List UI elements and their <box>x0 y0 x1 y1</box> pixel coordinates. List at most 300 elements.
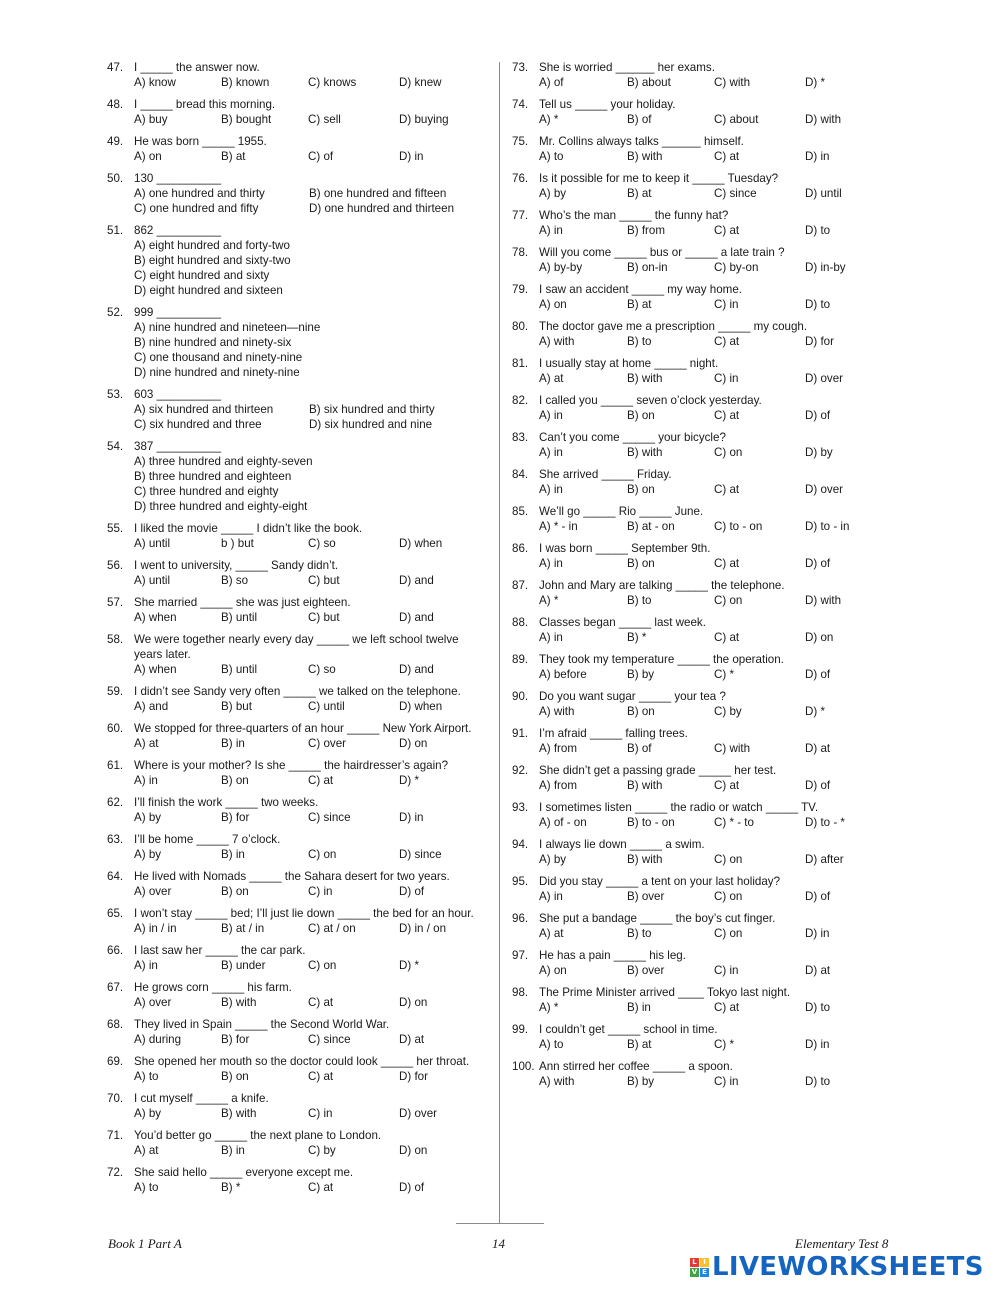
answer-option[interactable]: D) * <box>399 959 419 972</box>
question-69 <box>107 1054 492 1084</box>
answer-option[interactable]: D) until <box>805 187 842 200</box>
question-text: I usually stay at home _____ night. <box>539 357 719 370</box>
answer-option[interactable]: D) and <box>399 663 434 676</box>
answer-option[interactable]: B) with <box>627 372 663 385</box>
answer-option[interactable]: B) at <box>627 1038 652 1051</box>
answer-option[interactable]: B) but <box>221 700 252 713</box>
question-text: I didn’t see Sandy very often _____ we talked on the telephone. <box>134 685 461 698</box>
answer-options <box>107 1069 492 1084</box>
answer-option[interactable]: A) with <box>539 705 575 718</box>
answer-option[interactable]: D) with <box>805 594 842 607</box>
answer-options <box>512 519 872 534</box>
question-number: 56. <box>107 559 124 572</box>
answer-option[interactable]: B) from <box>627 224 666 237</box>
question-number: 50. <box>107 172 124 185</box>
answer-option[interactable]: B) on <box>221 1070 249 1083</box>
question-number: 95. <box>512 875 529 888</box>
answer-option[interactable]: C) at <box>308 774 334 787</box>
answer-option[interactable]: B) six hundred and thirty <box>309 403 435 416</box>
liveworksheets-logo <box>690 1252 984 1282</box>
answer-option[interactable]: C) on <box>714 927 743 940</box>
answer-option[interactable]: C) but <box>308 611 340 624</box>
answer-option[interactable]: C) with <box>714 76 751 89</box>
question-75 <box>512 134 872 164</box>
answer-option[interactable]: D) one hundred and thirteen <box>309 202 455 215</box>
answer-option[interactable]: D) of <box>805 409 831 422</box>
question-98 <box>512 985 872 1015</box>
question-text: He has a pain _____ his leg. <box>539 949 686 962</box>
question-text: I called you _____ seven o’clock yesterday. <box>539 394 762 407</box>
answer-option[interactable]: A) one hundred and thirty <box>134 187 265 200</box>
answer-option[interactable]: b ) but <box>221 537 254 550</box>
answer-option[interactable]: C) on <box>308 959 337 972</box>
answer-option[interactable]: C) at <box>714 150 740 163</box>
answer-option[interactable]: D) when <box>399 537 443 550</box>
answer-option[interactable]: B) until <box>221 663 258 676</box>
answer-option[interactable]: A) in <box>539 890 563 903</box>
answer-option[interactable]: C) at <box>308 1181 334 1194</box>
answer-option[interactable]: D) and <box>399 611 434 624</box>
answer-option[interactable]: A) by <box>134 848 162 861</box>
question-60 <box>107 721 492 751</box>
answer-option[interactable]: C) by-on <box>714 261 759 274</box>
answer-option[interactable]: D) of <box>399 885 425 898</box>
answer-option[interactable]: C) at <box>714 224 740 237</box>
question-63 <box>107 832 492 862</box>
answer-option[interactable]: B) on <box>221 885 249 898</box>
answer-option[interactable]: D) * <box>399 774 419 787</box>
answer-option[interactable]: D) on <box>399 737 428 750</box>
question-text: She arrived _____ Friday. <box>539 468 672 481</box>
answer-option[interactable]: A) over <box>134 996 172 1009</box>
answer-option[interactable]: C) at <box>714 409 740 422</box>
question-number: 82. <box>512 394 529 407</box>
answer-option[interactable]: D) of <box>805 557 831 570</box>
question-76 <box>512 171 872 201</box>
answer-option[interactable]: C) on <box>714 594 743 607</box>
answer-option[interactable]: D) knew <box>399 76 442 89</box>
answer-option[interactable]: A) by-by <box>539 261 583 274</box>
question-text: She didn’t get a passing grade _____ her test. <box>539 764 777 777</box>
answer-option[interactable]: A) until <box>134 537 171 550</box>
answer-option[interactable]: B) to - on <box>627 816 675 829</box>
answer-option[interactable]: D) * <box>805 705 825 718</box>
question-89 <box>512 652 872 682</box>
answer-option[interactable]: A) * - in <box>539 520 578 533</box>
answer-option[interactable]: D) to <box>805 1001 831 1014</box>
answer-option[interactable]: B) over <box>627 964 665 977</box>
answer-options <box>107 417 492 432</box>
answer-option[interactable]: A) on <box>539 298 567 311</box>
answer-option[interactable]: C) since <box>308 811 351 824</box>
question-84 <box>512 467 872 497</box>
answer-option[interactable]: C) at / on <box>308 922 356 935</box>
answer-option[interactable]: C) sell <box>308 113 341 126</box>
answer-option[interactable]: A) by <box>134 1107 162 1120</box>
question-text: The doctor gave me a prescription _____ my cough. <box>539 320 808 333</box>
question-70 <box>107 1091 492 1121</box>
answer-option[interactable]: B) with <box>627 150 663 163</box>
answer-option[interactable]: A) on <box>539 964 567 977</box>
answer-option[interactable]: D) after <box>805 853 844 866</box>
answer-option[interactable]: A) buy <box>134 113 168 126</box>
answer-option[interactable]: A) when <box>134 611 177 624</box>
question-number: 61. <box>107 759 124 772</box>
answer-options <box>512 297 872 312</box>
answer-option[interactable]: C) in <box>308 1107 333 1120</box>
answer-option[interactable]: D) on <box>399 1144 428 1157</box>
answer-option[interactable]: C) with <box>714 742 751 755</box>
answer-options <box>512 852 872 867</box>
answer-option[interactable]: C) at <box>714 557 740 570</box>
answer-option[interactable]: D) of <box>805 668 831 681</box>
answer-option[interactable]: B) on <box>627 409 655 422</box>
answer-option[interactable]: C) knows <box>308 76 357 89</box>
question-number: 67. <box>107 981 124 994</box>
answer-option[interactable]: C) * <box>714 1038 734 1051</box>
answer-option[interactable]: B) with <box>627 446 663 459</box>
answer-option[interactable]: A) and <box>134 700 169 713</box>
answer-option[interactable]: A) during <box>134 1033 182 1046</box>
answer-option[interactable]: B) on <box>627 557 655 570</box>
question-number: 73. <box>512 61 529 74</box>
answer-option[interactable]: C) since <box>308 1033 351 1046</box>
question-text-line: B) nine hundred and ninety-six <box>134 336 292 349</box>
answer-option[interactable]: A) by <box>134 811 162 824</box>
answer-option[interactable]: C) * - to <box>714 816 754 829</box>
answer-option[interactable]: D) with <box>805 113 842 126</box>
liveworksheets-logo-icon <box>690 1258 709 1277</box>
answer-options <box>107 536 492 551</box>
answer-option[interactable]: D) in-by <box>805 261 846 274</box>
answer-option[interactable]: D) and <box>399 574 434 587</box>
answer-option[interactable]: B) until <box>221 611 258 624</box>
answer-option[interactable]: A) when <box>134 663 177 676</box>
answer-option[interactable]: A) in <box>539 409 563 422</box>
answer-option[interactable]: A) on <box>134 150 162 163</box>
question-stem-row <box>107 1091 492 1106</box>
answer-option[interactable]: D) to <box>805 298 831 311</box>
answer-options <box>512 1074 872 1089</box>
answer-option[interactable]: A) to <box>539 150 564 163</box>
answer-option[interactable]: B) to <box>627 927 652 940</box>
answer-option[interactable]: A) over <box>134 885 172 898</box>
answer-option[interactable]: A) * <box>539 1001 559 1014</box>
answer-option[interactable]: A) to <box>134 1181 159 1194</box>
answer-option[interactable]: C) about <box>714 113 759 126</box>
answer-option[interactable]: B) of <box>627 742 652 755</box>
answer-options <box>512 186 872 201</box>
answer-option[interactable]: D) over <box>805 483 844 496</box>
answer-option[interactable]: D) to - * <box>805 816 845 829</box>
question-stem-row <box>107 1165 492 1180</box>
answer-option[interactable]: D) to <box>805 1075 831 1088</box>
answer-option[interactable]: D) on <box>399 996 428 1009</box>
answer-options <box>512 889 872 904</box>
answer-option[interactable]: B) in <box>221 737 245 750</box>
answer-option[interactable]: A) by <box>539 853 567 866</box>
question-number: 68. <box>107 1018 124 1031</box>
answer-option[interactable]: C) at <box>714 483 740 496</box>
answer-option[interactable]: B) known <box>221 76 270 89</box>
answer-option[interactable]: A) at <box>539 372 564 385</box>
question-72 <box>107 1165 492 1195</box>
answer-option[interactable]: D) over <box>805 372 844 385</box>
question-stem-row <box>107 439 492 454</box>
answer-option[interactable]: D) of <box>805 779 831 792</box>
answer-option[interactable]: D) in <box>805 927 830 940</box>
answer-option[interactable]: A) know <box>134 76 176 89</box>
answer-option[interactable]: C) at <box>714 335 740 348</box>
answer-option[interactable]: A) from <box>539 779 578 792</box>
answer-options <box>512 815 872 830</box>
answer-option[interactable]: C) one hundred and fifty <box>134 202 259 215</box>
answer-option[interactable]: D) buying <box>399 113 449 126</box>
answer-option[interactable]: D) at <box>805 964 831 977</box>
answer-option[interactable]: B) with <box>627 853 663 866</box>
answer-option[interactable]: D) when <box>399 700 443 713</box>
answer-option[interactable]: C) at <box>714 631 740 644</box>
answer-option[interactable]: A) in <box>539 446 563 459</box>
question-text: Did you stay _____ a tent on your last holiday? <box>539 875 781 888</box>
answer-options <box>107 573 492 588</box>
answer-option[interactable]: B) on <box>627 483 655 496</box>
answer-option[interactable]: D) on <box>805 631 834 644</box>
question-text: Classes began _____ last week. <box>539 616 706 629</box>
question-99 <box>512 1022 872 1052</box>
answer-options <box>512 704 872 719</box>
answer-option[interactable]: A) in / in <box>134 922 177 935</box>
answer-option[interactable]: B) with <box>221 996 257 1009</box>
question-number: 64. <box>107 870 124 883</box>
answer-option[interactable]: B) to <box>627 594 652 607</box>
answer-option[interactable]: D) * <box>805 76 825 89</box>
answer-option[interactable]: D) of <box>805 890 831 903</box>
answer-option[interactable]: B) at <box>627 298 652 311</box>
answer-option[interactable]: B) over <box>627 890 665 903</box>
answer-option[interactable]: C) since <box>714 187 757 200</box>
answer-option[interactable]: B) with <box>627 779 663 792</box>
answer-option[interactable]: B) bought <box>221 113 272 126</box>
question-82 <box>512 393 872 423</box>
question-text: I won’t stay _____ bed; I’ll just lie down _____ the bed for an hour. <box>134 907 474 920</box>
question-67 <box>107 980 492 1010</box>
answer-option[interactable]: B) in <box>221 848 245 861</box>
answer-option[interactable]: A) * <box>539 594 559 607</box>
answer-option[interactable]: D) of <box>399 1181 425 1194</box>
answer-option[interactable]: C) on <box>714 446 743 459</box>
answer-option[interactable]: C) in <box>714 1075 739 1088</box>
answer-option[interactable]: B) at - on <box>627 520 675 533</box>
question-48 <box>107 97 492 127</box>
answer-option[interactable]: A) six hundred and thirteen <box>134 403 274 416</box>
answer-option[interactable]: A) from <box>539 742 578 755</box>
question-94 <box>512 837 872 867</box>
answer-option[interactable]: A) at <box>134 1144 159 1157</box>
question-52 <box>107 305 492 380</box>
answer-option[interactable]: D) since <box>399 848 442 861</box>
answer-option[interactable]: C) so <box>308 663 336 676</box>
answer-option[interactable]: B) of <box>627 113 652 126</box>
answer-option[interactable]: B) * <box>221 1181 241 1194</box>
answer-options <box>512 149 872 164</box>
answer-option[interactable]: D) in <box>805 150 830 163</box>
answer-option[interactable]: D) to <box>805 224 831 237</box>
question-91 <box>512 726 872 756</box>
answer-option[interactable]: B) on-in <box>627 261 668 274</box>
answer-option[interactable]: A) * <box>539 113 559 126</box>
answer-option[interactable]: B) about <box>627 76 671 89</box>
answer-option[interactable]: C) in <box>714 372 739 385</box>
answer-options <box>107 958 492 973</box>
answer-option[interactable]: C) * <box>714 668 734 681</box>
answer-option[interactable]: A) at <box>134 737 159 750</box>
answer-option[interactable]: C) on <box>308 848 337 861</box>
question-96 <box>512 911 872 941</box>
question-stem-row <box>512 689 872 704</box>
answer-option[interactable]: D) by <box>805 446 833 459</box>
answer-options <box>107 847 492 862</box>
answer-option[interactable]: B) under <box>221 959 266 972</box>
answer-option[interactable]: C) until <box>308 700 345 713</box>
answer-option[interactable]: B) by <box>627 1075 655 1088</box>
answer-option[interactable]: B) in <box>627 1001 651 1014</box>
question-92 <box>512 763 872 793</box>
answer-option[interactable]: A) in <box>539 483 563 496</box>
answer-option[interactable]: B) on <box>627 705 655 718</box>
answer-option[interactable]: C) at <box>308 1070 334 1083</box>
answer-option[interactable]: B) at / in <box>221 922 265 935</box>
question-number: 74. <box>512 98 529 111</box>
answer-option[interactable]: A) of - on <box>539 816 587 829</box>
answer-option[interactable]: A) with <box>539 335 575 348</box>
question-number: 71. <box>107 1129 124 1142</box>
answer-option[interactable]: B) for <box>221 1033 250 1046</box>
question-number: 96. <box>512 912 529 925</box>
answer-option[interactable]: A) until <box>134 574 171 587</box>
answer-option[interactable]: A) in <box>134 959 158 972</box>
answer-option[interactable]: C) in <box>714 298 739 311</box>
answer-option[interactable]: C) in <box>714 964 739 977</box>
question-number: 75. <box>512 135 529 148</box>
question-text-line: D) nine hundred and ninety-nine <box>134 366 300 379</box>
answer-option[interactable]: C) by <box>714 705 742 718</box>
answer-option[interactable]: A) with <box>539 1075 575 1088</box>
question-54 <box>107 439 492 514</box>
answer-option[interactable]: A) to <box>134 1070 159 1083</box>
question-text: She put a bandage _____ the boy’s cut finger. <box>539 912 776 925</box>
question-stem-row <box>512 763 872 778</box>
question-number: 83. <box>512 431 529 444</box>
answer-option[interactable]: A) to <box>539 1038 564 1051</box>
answer-option[interactable]: D) to - in <box>805 520 850 533</box>
question-text: I’ll finish the work _____ two weeks. <box>134 796 319 809</box>
question-stem-row <box>107 1054 492 1069</box>
answer-option[interactable]: B) by <box>627 668 655 681</box>
answer-option[interactable]: D) at <box>399 1033 425 1046</box>
answer-option[interactable]: B) to <box>627 335 652 348</box>
answer-option[interactable]: C) at <box>308 996 334 1009</box>
question-55 <box>107 521 492 551</box>
answer-option[interactable]: D) six hundred and nine <box>309 418 433 431</box>
question-number: 72. <box>107 1166 124 1179</box>
answer-option[interactable]: A) in <box>134 774 158 787</box>
answer-option[interactable]: C) at <box>714 779 740 792</box>
answer-option[interactable]: A) before <box>539 668 587 681</box>
question-68 <box>107 1017 492 1047</box>
question-number: 80. <box>512 320 529 333</box>
answer-option[interactable]: A) by <box>539 187 567 200</box>
answer-option[interactable]: D) over <box>399 1107 438 1120</box>
answer-option[interactable]: D) for <box>399 1070 428 1083</box>
question-number: 55. <box>107 522 124 535</box>
answer-option[interactable]: B) for <box>221 811 250 824</box>
answer-option[interactable]: A) in <box>539 557 563 570</box>
answer-option[interactable]: D) in <box>399 150 424 163</box>
answer-option[interactable]: C) over <box>308 737 347 750</box>
answer-option[interactable]: C) on <box>714 890 743 903</box>
answer-options <box>512 926 872 941</box>
answer-option[interactable]: B) with <box>221 1107 257 1120</box>
question-stem-row <box>107 795 492 810</box>
answer-option[interactable]: B) in <box>221 1144 245 1157</box>
footer-test-title: Elementary Test 8 <box>795 1236 889 1251</box>
answer-option[interactable]: A) at <box>539 927 564 940</box>
question-71 <box>107 1128 492 1158</box>
answer-option[interactable]: B) at <box>221 150 246 163</box>
answer-option[interactable]: C) of <box>308 150 334 163</box>
answer-option[interactable]: B) on <box>221 774 249 787</box>
answer-option[interactable]: B) * <box>627 631 647 644</box>
answer-option[interactable]: A) of <box>539 76 564 89</box>
question-stem-row <box>107 721 492 736</box>
question-number: 65. <box>107 907 124 920</box>
question-number: 91. <box>512 727 529 740</box>
answer-option[interactable]: D) in / on <box>399 922 447 935</box>
answer-option[interactable]: D) for <box>805 335 834 348</box>
answer-options <box>107 773 492 788</box>
question-number: 51. <box>107 224 124 237</box>
answer-option[interactable]: A) in <box>539 224 563 237</box>
question-text: You’d better go _____ the next plane to London. <box>134 1129 382 1142</box>
question-text-line: B) eight hundred and sixty-two <box>134 254 291 267</box>
question-text: Will you come _____ bus or _____ a late train ? <box>539 246 785 259</box>
answer-option[interactable]: B) one hundred and fifteen <box>309 187 447 200</box>
answer-option[interactable]: D) in <box>805 1038 830 1051</box>
answer-option[interactable]: C) so <box>308 537 336 550</box>
answer-option[interactable]: C) on <box>714 853 743 866</box>
answer-option[interactable]: C) by <box>308 1144 336 1157</box>
logo-letter-tile: E <box>700 1268 709 1277</box>
answer-option[interactable]: C) to - on <box>714 520 763 533</box>
answer-option[interactable]: B) at <box>627 187 652 200</box>
answer-option[interactable]: D) at <box>805 742 831 755</box>
answer-option[interactable]: C) at <box>714 1001 740 1014</box>
answer-option[interactable]: D) in <box>399 811 424 824</box>
logo-letter-tile: I <box>700 1258 709 1267</box>
answer-option[interactable]: C) but <box>308 574 340 587</box>
question-stem-row <box>107 980 492 995</box>
question-number: 78. <box>512 246 529 259</box>
answer-option[interactable]: C) six hundred and three <box>134 418 262 431</box>
answer-option[interactable]: C) in <box>308 885 333 898</box>
logo-letter-tile: V <box>691 1267 698 1276</box>
question-stem-row <box>107 134 492 149</box>
answer-option[interactable]: B) so <box>221 574 249 587</box>
right-question-column <box>512 60 872 1096</box>
question-stem-row <box>512 911 872 926</box>
answer-option[interactable]: A) in <box>539 631 563 644</box>
